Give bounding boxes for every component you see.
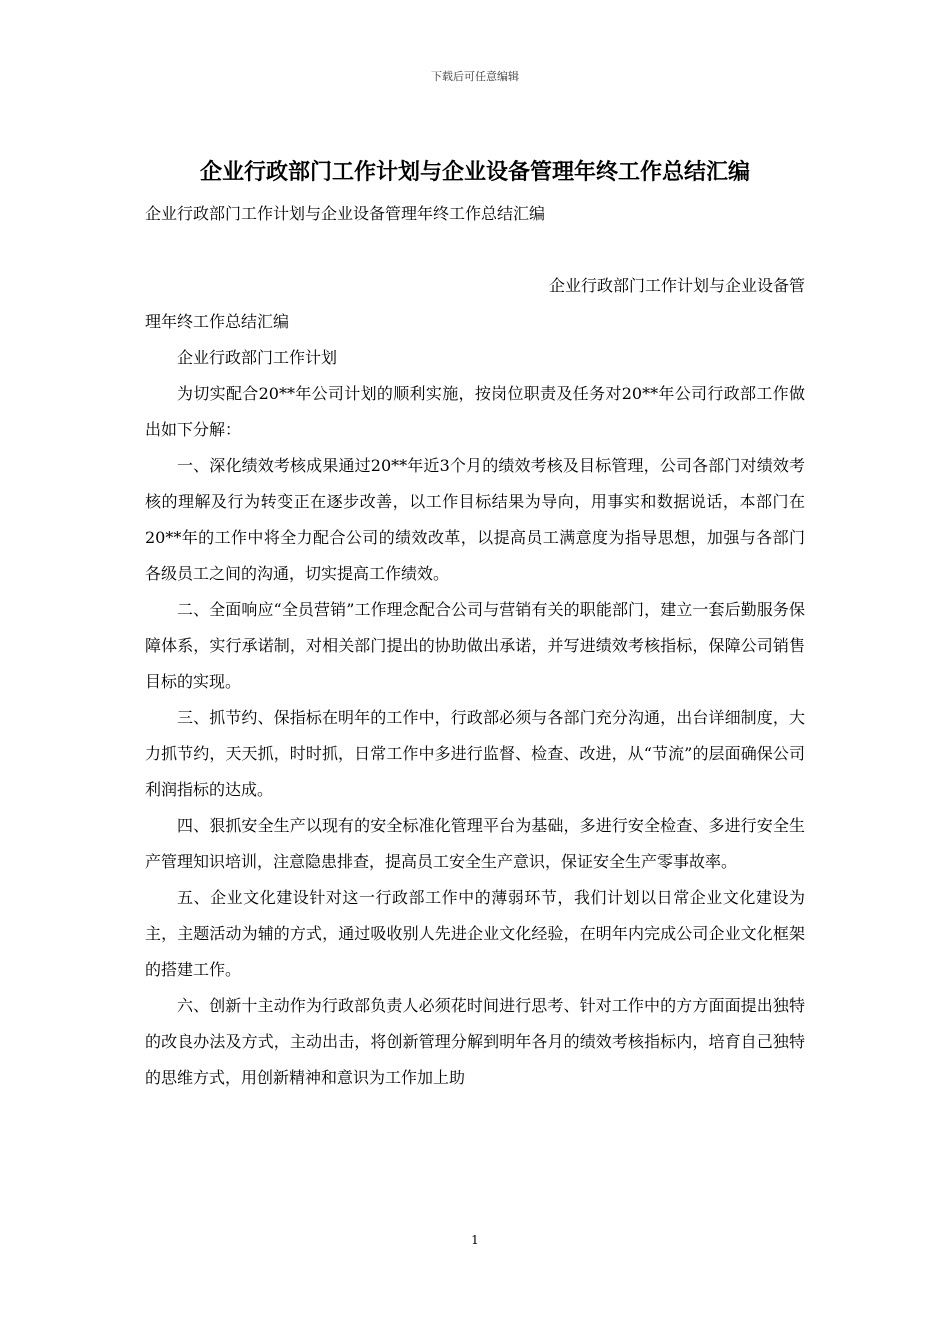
document-subtitle: 企业行政部门工作计划与企业设备管理年终工作总结汇编 — [145, 204, 546, 223]
paragraph-item-3: 三、抓节约、保指标在明年的工作中，行政部必须与各部门充分沟通，出台详细制度，大力抓节约，天天抓，时时抓，日常工作中多进行监督、检查、改进，从“节流”的层面确保公司利润指标的达成。 — [145, 708, 805, 799]
paragraph-item-2: 二、全面响应“全员营销”工作理念配合公司与营销有关的职能部门，建立一套后勤服务保障体系，实行承诺制，对相关部门提出的协助做出承诺，并写进绩效考核指标，保障公司销售目标的实现。 — [145, 600, 805, 691]
page-header-note: 下载后可任意编辑 — [431, 70, 519, 83]
paragraph-item-5: 五、企业文化建设针对这一行政部工作中的薄弱环节，我们计划以日常企业文化建设为主，主题活动为辅的方式，通过吸收别人先进企业文化经验，在明年内完成公司企业文化框架的搭建工作。 — [145, 888, 805, 979]
paragraph-item-4: 四、狠抓安全生产以现有的安全标准化管理平台为基础，多进行安全检查、多进行安全生产管理知识培训，注意隐患排查，提高员工安全生产意识，保证安全生产零事故率。 — [145, 816, 805, 871]
section-heading: 企业行政部门工作计划 — [177, 348, 338, 367]
right-aligned-title-line: 企业行政部门工作计划与企业设备管 — [548, 276, 805, 295]
page-number: 1 — [471, 1233, 479, 1247]
paragraph-intro: 为切实配合20**年公司计划的顺利实施，按岗位职责及任务对20**年公司行政部工作做出如下分解： — [145, 384, 805, 439]
document-body — [145, 196, 805, 1096]
document-title: 企业行政部门工作计划与企业设备管理年终工作总结汇编 — [199, 160, 750, 185]
paragraph-item-6: 六、创新十主动作为行政部负责人必须花时间进行思考、针对工作中的方方面面提出独特的改良办法及方式，主动出击，将创新管理分解到明年各月的绩效考核指标内，培育自己独特的思维方式，用创新精神和意识为工作加上助 — [145, 996, 805, 1087]
title-continuation: 理年终工作总结汇编 — [145, 312, 290, 331]
paragraph-item-1: 一、深化绩效考核成果通过20**年近3个月的绩效考核及目标管理，公司各部门对绩效考核的理解及行为转变正在逐步改善，以工作目标结果为导向，用事实和数据说话，本部门在20**年的工作中将全力配合公司的绩效改革，以提高员工满意度为指导思想，加强与各部门各级员工之间的沟通，切实提高工作绩效。 — [145, 456, 805, 583]
